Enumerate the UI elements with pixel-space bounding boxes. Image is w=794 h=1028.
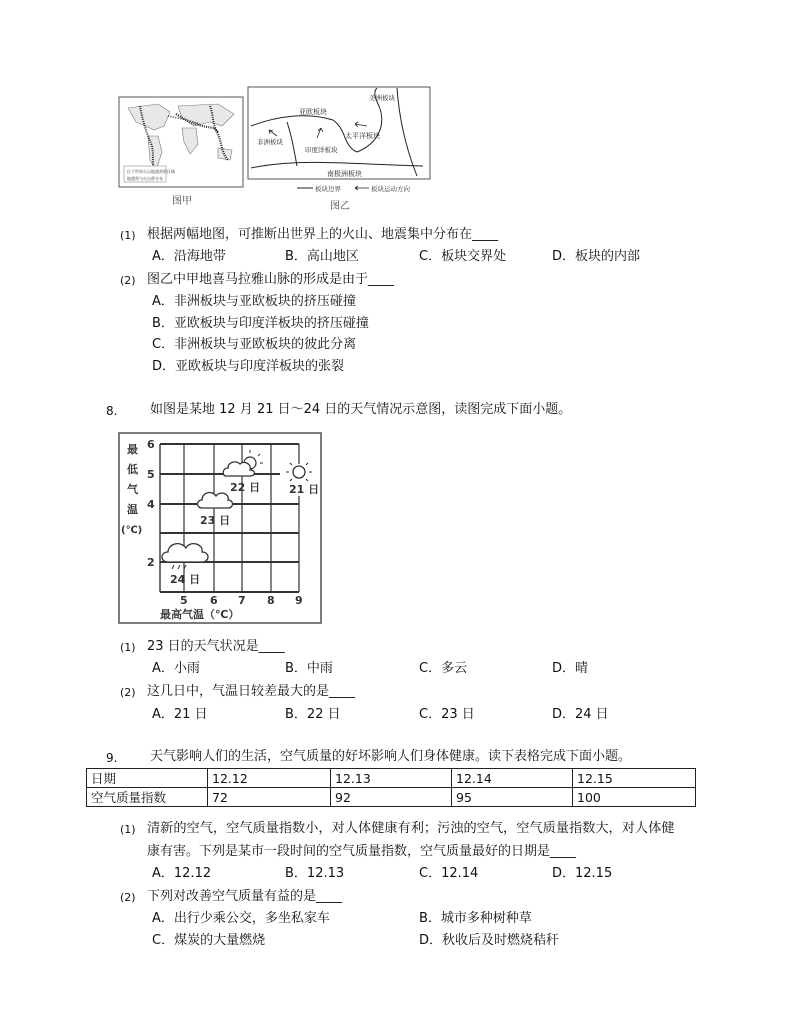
q9-sub2-option-a[interactable]: A．出行少乘公交，多坐私家车 (152, 911, 330, 926)
point-label-21: 21 日 (289, 483, 320, 496)
q8-stem: 如图是某地 12 月 21 日～24 日的天气情况示意图，读图完成下面小题。 (150, 402, 572, 417)
q8-sub1-option-c[interactable]: C．多云 (419, 661, 468, 676)
q7-sub1-option-a[interactable]: A．沿海地带 (152, 249, 226, 264)
q9-sub1-option-d[interactable]: D．12.15 (552, 866, 613, 881)
y-tick-2: 2 (147, 556, 155, 569)
q7-sub1-stem: 根据两幅地图，可推断出世界上的火山、地震集中分布在____ (147, 227, 499, 242)
table-cell: 12.14 (452, 769, 573, 788)
y-title-1: 最 (127, 443, 138, 456)
x-title: 最高气温（℃） (160, 608, 240, 621)
y-tick-4: 4 (147, 498, 155, 511)
table-cell: 100 (573, 788, 696, 807)
x-tick-5: 5 (180, 594, 188, 607)
q7-sub2-option-d[interactable]: D．亚欧板块与印度洋板块的张裂 (152, 359, 345, 374)
y-title-4: 温 (127, 503, 138, 516)
q9-sub1-option-a[interactable]: A．12.12 (152, 866, 212, 881)
q9-sub2-option-d[interactable]: D．秋收后及时燃烧秸秆 (419, 933, 560, 948)
q9-stem: 天气影响人们的生活，空气质量的好坏影响人们身体健康。读下表格完成下面小题。 (150, 749, 632, 764)
q8-sub2-stem: 这几日中，气温日较差最大的是____ (147, 684, 356, 699)
q8-sub1-stem: 23 日的天气状况是____ (147, 639, 285, 654)
q8-sub2-option-d[interactable]: D．24 日 (552, 707, 609, 722)
q9-sub1-stem-line2: 康有害。下列是某市一段时间的空气质量指数，空气质量最好的日期是____ (147, 844, 577, 859)
label-african: 非洲板块 (257, 138, 283, 146)
q7-sub1-number: (1) (120, 229, 136, 242)
table-cell: 12.15 (573, 769, 696, 788)
q9-sub1-stem-line1: 清新的空气，空气质量指数小，对人体健康有利；污浊的空气，空气质量指数大，对人体健 (147, 821, 675, 836)
q8-sub1-option-a[interactable]: A．小雨 (152, 661, 200, 676)
table-cell: 12.13 (331, 769, 452, 788)
point-label-23: 23 日 (200, 514, 231, 527)
map-volcano-earthquake (118, 96, 244, 188)
label-antarctic: 南极洲板块 (327, 170, 362, 178)
table-header-aqi: 空气质量指数 (87, 788, 208, 807)
q9-sub2-option-c[interactable]: C．煤炭的大量燃烧 (152, 933, 266, 948)
q7-sub2-option-b[interactable]: B．亚欧板块与印度洋板块的挤压碰撞 (152, 316, 369, 331)
q8-sub2-option-b[interactable]: B．22 日 (285, 707, 341, 722)
table-cell: 12.12 (208, 769, 331, 788)
weather-chart (118, 432, 322, 624)
x-tick-6: 6 (210, 594, 218, 607)
air-quality-table (86, 768, 696, 807)
map-plates (247, 86, 431, 194)
label-indian: 印度洋板块 (305, 146, 338, 154)
q7-sub2-option-c[interactable]: C．非洲板块与亚欧板块的彼此分离 (152, 337, 357, 352)
y-title-3: 气 (127, 483, 138, 496)
figure-caption-right: 图乙 (330, 201, 350, 212)
y-tick-5: 5 (147, 468, 155, 481)
figure-caption-left: 图甲 (172, 196, 192, 207)
q8-sub1-number: (1) (120, 641, 136, 654)
q8-number: 8. (106, 404, 118, 418)
map-legend-2: 地震带与火山带分布 (127, 176, 163, 181)
table-cell: 95 (452, 788, 573, 807)
table-row (87, 788, 696, 807)
q8-sub1-option-b[interactable]: B．中雨 (285, 661, 333, 676)
x-tick-8: 8 (267, 594, 275, 607)
q8-sub2-option-c[interactable]: C．23 日 (419, 707, 475, 722)
q9-sub2-option-b[interactable]: B．城市多种树种草 (419, 911, 532, 926)
map-legend-1: 位于世界火山地震带的区域 (127, 169, 175, 174)
q9-sub2-stem: 下列对改善空气质量有益的是____ (147, 889, 343, 904)
label-american: 美洲板块 (369, 94, 395, 102)
x-tick-9: 9 (295, 594, 303, 607)
q8-sub2-number: (2) (120, 686, 136, 699)
q7-sub2-option-a[interactable]: A．非洲板块与亚欧板块的挤压碰撞 (152, 294, 356, 309)
table-row (87, 769, 696, 788)
legend-direction: 板块运动方向 (371, 185, 410, 193)
q7-sub2-number: (2) (120, 274, 136, 287)
point-label-22: 22 日 (230, 481, 261, 494)
y-title-2: 低 (127, 463, 138, 476)
label-eurasian: 亚欧板块 (299, 108, 327, 116)
q8-sub2-option-a[interactable]: A．21 日 (152, 707, 208, 722)
point-label-24: 24 日 (170, 573, 201, 586)
label-pacific: 太平洋板块 (345, 132, 380, 140)
q7-sub1-option-b[interactable]: B．高山地区 (285, 249, 359, 264)
q7-sub2-stem: 图乙中甲地喜马拉雅山脉的形成是由于____ (147, 272, 395, 287)
table-header-date: 日期 (87, 769, 208, 788)
q9-sub2-number: (2) (120, 891, 136, 904)
y-title-5: (℃) (121, 525, 143, 536)
table-cell: 72 (208, 788, 331, 807)
x-tick-7: 7 (238, 594, 246, 607)
y-tick-6: 6 (147, 438, 155, 451)
q7-sub1-option-c[interactable]: C．板块交界处 (419, 249, 507, 264)
q7-sub1-option-d[interactable]: D．板块的内部 (552, 249, 641, 264)
q9-number: 9. (106, 751, 118, 765)
q9-sub1-option-b[interactable]: B．12.13 (285, 866, 345, 881)
table-cell: 92 (331, 788, 452, 807)
q9-sub1-number: (1) (120, 823, 136, 836)
legend-boundary: 板块边界 (315, 185, 341, 193)
q8-sub1-option-d[interactable]: D．晴 (552, 661, 589, 676)
q9-sub1-option-c[interactable]: C．12.14 (419, 866, 479, 881)
